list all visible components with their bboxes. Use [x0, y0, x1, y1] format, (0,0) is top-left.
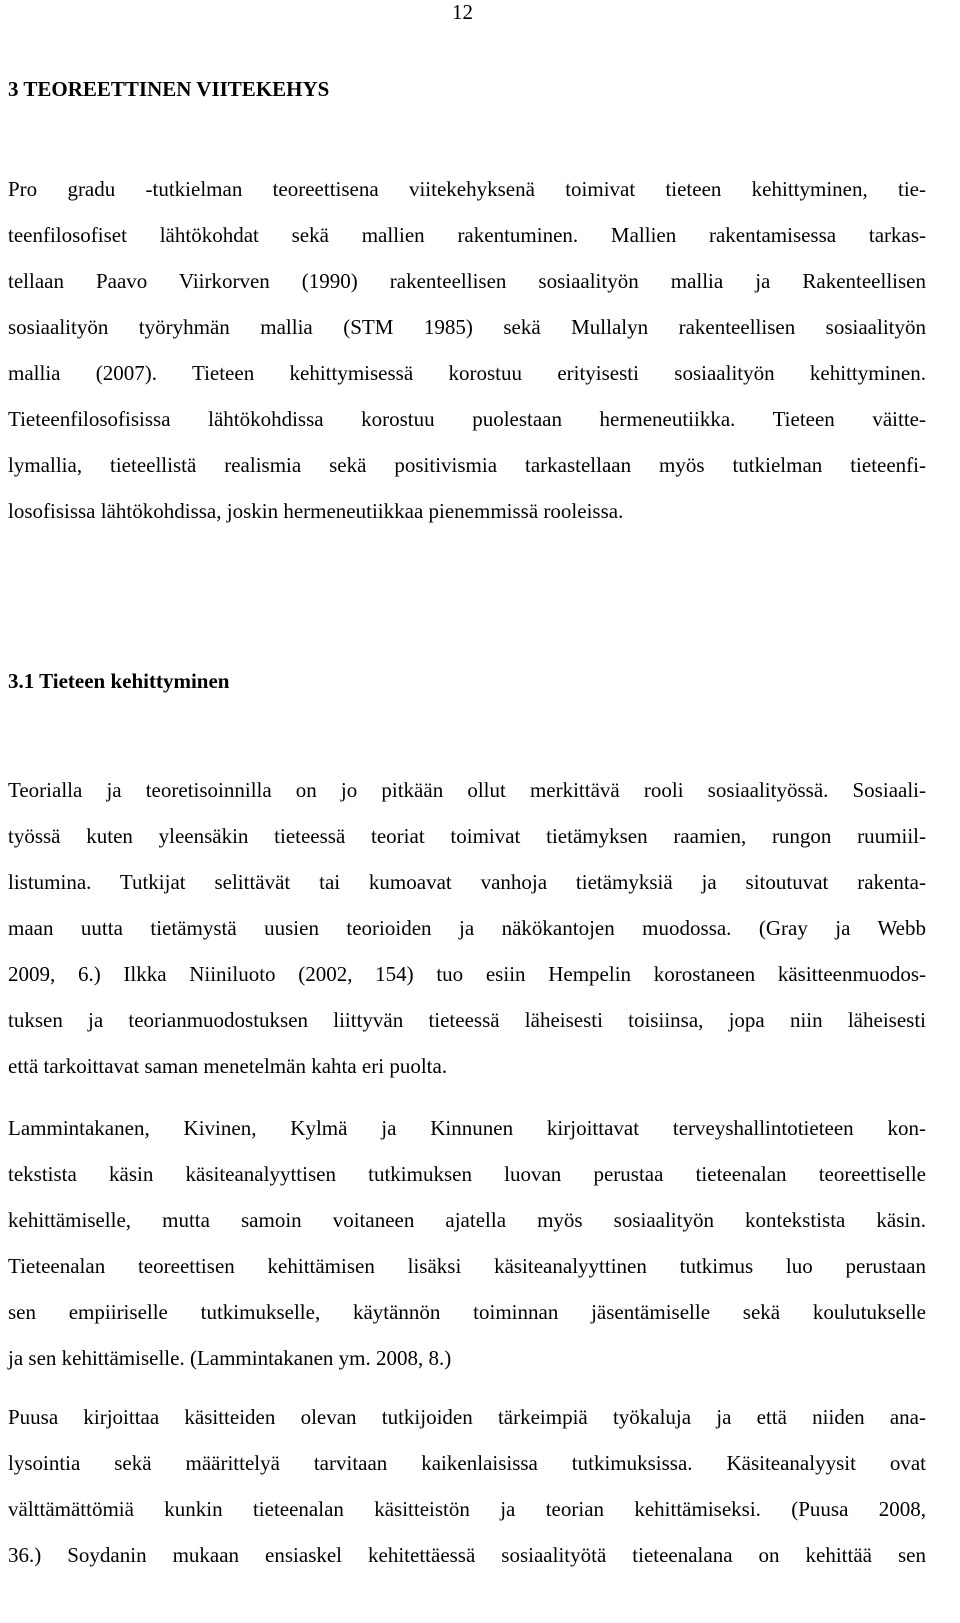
intro-paragraph	[8, 166, 926, 534]
text-line: sen empiiriselle tutkimukselle, käytännön toiminnan jäsentämiselle sekä koulutukselle	[8, 1300, 926, 1324]
section-title: 3.1 Tieteen kehittyminen	[8, 669, 230, 693]
text-line: mallia (2007). Tieteen kehittymisessä korostuu erityisesti sosiaalityön kehittyminen.	[8, 361, 926, 385]
text-line: työssä kuten yleensäkin tieteessä teoriat toimivat tietämyksen raamien, rungon ruumiil-	[8, 824, 926, 848]
chapter-title: 3 TEOREETTINEN VIITEKEHYS	[8, 77, 330, 101]
text-line: sosiaalityön työryhmän mallia (STM 1985) sekä Mullalyn rakenteellisen sosiaalityön	[8, 315, 926, 339]
text-line: tellaan Paavo Viirkorven (1990) rakenteellisen sosiaalityön mallia ja Rakenteellisen	[8, 269, 926, 293]
text-line: Tieteenfilosofisissa lähtökohdissa korostuu puolestaan hermeneutiikka. Tieteen väitte-	[8, 407, 926, 431]
section-paragraph-3	[8, 1394, 926, 1578]
section-paragraph-1	[8, 767, 926, 1089]
text-line: Tieteenalan teoreettisen kehittämisen lisäksi käsiteanalyyttinen tutkimus luo perustaan	[8, 1254, 926, 1278]
text-line: kehittämiselle, mutta samoin voitaneen ajatella myös sosiaalityön kontekstista käsin.	[8, 1208, 926, 1232]
text-line: tekstista käsin käsiteanalyyttisen tutkimuksen luovan perustaa tieteenalan teoreettiselle	[8, 1162, 926, 1186]
text-line: tuksen ja teorianmuodostuksen liittyvän tieteessä läheisesti toisiinsa, jopa niin läheisesti	[8, 1008, 926, 1032]
text-line: listumina. Tutkijat selittävät tai kumoavat vanhoja tietämyksiä ja sitoutuvat rakenta-	[8, 870, 926, 894]
page-number: 12	[452, 0, 473, 24]
text-line: 36.) Soydanin mukaan ensiaskel kehitettäessä sosiaalityötä tieteenalana on kehittää sen	[8, 1543, 926, 1567]
text-line: teenfilosofiset lähtökohdat sekä mallien rakentuminen. Mallien rakentamisessa tarkas-	[8, 223, 926, 247]
text-line: ja sen kehittämiselle. (Lammintakanen ym. 2008, 8.)	[8, 1346, 452, 1370]
text-line: Puusa kirjoittaa käsitteiden olevan tutkijoiden tärkeimpiä työkaluja ja että niiden ana-	[8, 1405, 926, 1429]
text-line: että tarkoittavat saman menetelmän kahta eri puolta.	[8, 1054, 448, 1078]
text-line: maan uutta tietämystä uusien teorioiden ja näkökantojen muodossa. (Gray ja Webb	[8, 916, 926, 940]
text-line: lymallia, tieteellistä realismia sekä positivismia tarkastellaan myös tutkielman tieteenfi-	[8, 453, 926, 477]
text-line: 2009, 6.) Ilkka Niiniluoto (2002, 154) tuo esiin Hempelin korostaneen käsitteenmuodos-	[8, 962, 926, 986]
text-line: Lammintakanen, Kivinen, Kylmä ja Kinnunen kirjoittavat terveyshallintotieteen kon-	[8, 1116, 926, 1140]
text-line: Teorialla ja teoretisoinnilla on jo pitkään ollut merkittävä rooli sosiaalityössä. Sosiaali-	[8, 778, 926, 802]
section-paragraph-2	[8, 1105, 926, 1381]
text-line: lysointia sekä määrittelyä tarvitaan kaikenlaisissa tutkimuksissa. Käsiteanalyysit ovat	[8, 1451, 926, 1475]
text-line: Pro gradu -tutkielman teoreettisena viitekehyksenä toimivat tieteen kehittyminen, tie-	[8, 177, 926, 201]
text-line: losofisissa lähtökohdissa, joskin hermeneutiikkaa pienemmissä rooleissa.	[8, 499, 624, 523]
text-line: välttämättömiä kunkin tieteenalan käsitteistön ja teorian kehittämiseksi. (Puusa 2008,	[8, 1497, 926, 1521]
